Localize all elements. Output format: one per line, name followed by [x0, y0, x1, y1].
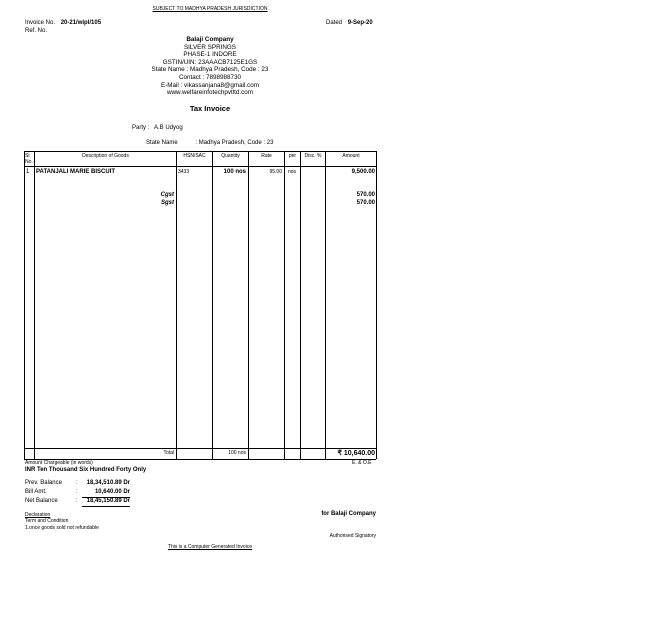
table-top-border — [24, 151, 376, 152]
tax-cgst-label: Cgst — [160, 192, 174, 198]
invoice-number: 20-21/wipl/105 — [60, 20, 102, 26]
header-sl-no: No. — [25, 159, 33, 165]
row-hsn: 3433 — [178, 169, 190, 175]
company-address-line1: SILVER SPRINGS — [183, 43, 237, 51]
company-name: Balaji Company — [186, 36, 234, 43]
declaration-line2: 1.once goods sold not refundable — [25, 525, 99, 531]
balance-sep: : — [76, 489, 78, 495]
table-col-divider — [284, 151, 285, 459]
table-col-divider — [176, 151, 177, 459]
balance-divider — [82, 506, 130, 507]
balance-label: Bill Amt. — [25, 489, 47, 495]
company-block — [110, 36, 310, 97]
party-row — [132, 125, 183, 131]
table-col-divider — [300, 151, 301, 459]
ref-number-label: Ref. No. — [25, 28, 48, 34]
table-col-divider — [34, 151, 35, 459]
tax-sgst-amount: 570.00 — [356, 200, 375, 206]
declaration-line1: Term and Condition — [25, 518, 69, 524]
header-sl: Sl — [25, 153, 30, 159]
company-state: State Name : Madhya Pradesh, Code : 23 — [151, 66, 269, 74]
balance-sep: : — [76, 498, 78, 504]
company-website: www.welfareinfotechpvtltd.com — [166, 89, 254, 97]
row-quantity: 100 nos — [223, 169, 246, 175]
invoice-date: 9-Sep-20 — [347, 20, 373, 26]
table-col-divider — [24, 151, 25, 459]
header-hsn: HSN/SAC — [183, 153, 206, 159]
row-amount: 9,500.00 — [351, 169, 375, 175]
company-contact: Contact : 7898988730 — [179, 73, 241, 81]
invoice-number-row — [25, 20, 101, 26]
party-name: A.B Udyog — [154, 125, 183, 131]
row-rate: 95.00 — [269, 169, 282, 175]
amount-in-words: INR Ten Thousand Six Hundred Forty Only — [25, 467, 147, 473]
amount-words-label: Amount Chargeable (in words) — [25, 460, 93, 466]
header-per: per — [288, 153, 297, 159]
row-description: PATANJALI MARIE BISCUIT — [36, 169, 115, 175]
balance-value: 10,640.00 Dr — [94, 489, 130, 495]
eoe-note: E. & O.E — [352, 460, 372, 466]
header-rate: Rate — [261, 153, 272, 159]
authorised-signatory: Authorised Signatory — [329, 533, 376, 539]
for-company: for Balaji Company — [321, 511, 376, 517]
balance-value: 18,34,510.89 Dr — [86, 480, 130, 486]
header-amount: Amount — [342, 153, 360, 159]
party-state-label: State Name — [146, 140, 178, 146]
row-per: nos — [288, 169, 297, 175]
computer-generated-note: This is a Computer Generated Invoice — [167, 544, 253, 550]
balance-label: Net Balance — [25, 498, 58, 504]
table-header-border — [24, 166, 376, 167]
invoice-date-label: Dated — [326, 20, 343, 26]
balance-value: 18,45,150.89 Dr — [86, 498, 130, 504]
company-address-line2: PHASE-1 INDORE — [183, 51, 237, 59]
declaration-label: Declaration — [25, 512, 51, 518]
total-quantity: 100 nos — [228, 450, 246, 456]
company-email: E-Mail : vikassanjana8@gmail.com — [160, 81, 260, 89]
tax-sgst-label: Sgst — [160, 200, 174, 206]
balance-label: Prev. Balance — [25, 480, 62, 486]
party-label: Party : — [132, 125, 150, 131]
table-total-top-border — [24, 448, 376, 449]
table-col-divider — [212, 151, 213, 459]
party-state-row — [146, 140, 273, 146]
table-col-divider — [248, 151, 249, 459]
party-state-value: : Madhya Pradesh, Code : 23 — [195, 140, 274, 146]
header-disc: Disc. % — [304, 153, 322, 159]
header-description: Description of Goods — [82, 153, 129, 159]
header-quantity: Quantity — [221, 153, 240, 159]
jurisdiction-note: SUBJECT TO MADHYA PRADESH JURISDICTION — [152, 6, 268, 12]
row-sl: 1 — [26, 169, 30, 175]
table-col-divider — [376, 151, 377, 459]
balance-sep: : — [76, 480, 78, 486]
invoice-number-label: Invoice No. — [25, 20, 56, 26]
document-title: Tax Invoice — [189, 104, 231, 113]
tax-cgst-amount: 570.00 — [356, 192, 375, 198]
invoice-date-row — [326, 20, 373, 26]
company-gstin: GSTIN/UIN: 23AAACB7125E1GS — [162, 58, 258, 66]
total-label: Total — [163, 450, 174, 456]
total-amount: ₹ 10,640.00 — [337, 450, 375, 457]
